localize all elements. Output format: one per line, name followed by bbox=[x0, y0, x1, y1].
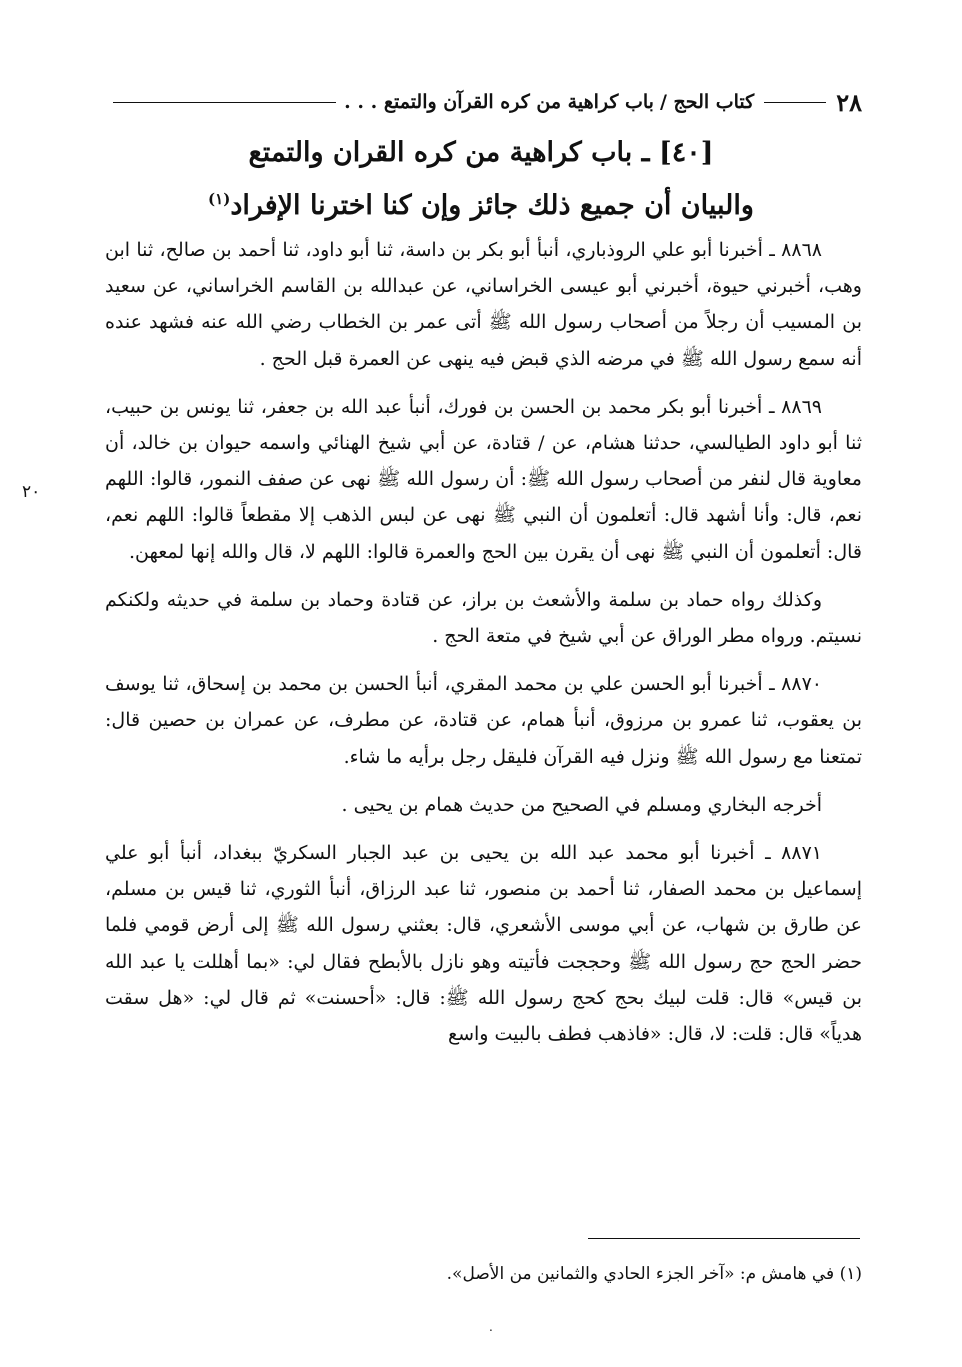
chapter-title-line-1: [٤٠] ـ باب كراهية من كره القران والتمتع bbox=[248, 137, 714, 168]
commentary-paragraph: وكذلك رواه حماد بن سلمة والأشعث بن براز، عن قتادة وحماد بن سلمة في حديثه ولكنكم نسيتم. ورواه مطر الوراق عن أبي شيخ في متعة الحج . bbox=[105, 588, 862, 648]
header-rule-short bbox=[764, 102, 826, 103]
hadith-8870: ٨٨٧٠ ـ أخبرنا أبو الحسن علي بن محمد المقري، أنبأ الحسن بن محمد بن إسحاق، ثنا يوسف بن يعقوب، ثنا عمرو بن مرزوق، أنبأ همام، عن قتادة، عن مطرف، عن عمران بن حصين قال: تمتعنا مع رسول الله ﷺ ونزل فيه القرآن فليقل رجل برأيه ما شاء. bbox=[105, 673, 862, 768]
header-rule-long bbox=[113, 102, 336, 103]
header-book-name: كتاب الحج / bbox=[659, 91, 755, 113]
chapter-title-line-2-text: والبيان أن جميع ذلك جائز وإن كنا اخترنا الإفراد bbox=[230, 190, 754, 221]
body-text bbox=[105, 232, 862, 1064]
hadith-8871: ٨٨٧١ ـ أخبرنا أبو محمد عبد الله بن يحيى بن عبد الجبار السكريّ ببغداد، أنبأ أبو علي إسماعيل بن محمد الصفار، ثنا أحمد بن منصور، ثنا عبد الرزاق، أنبأ الثوري، ثنا قيس بن مسلم، عن طارق بن شهاب، عن أبي موسى الأشعري، قال: بعثني رسول الله ﷺ إلى أرض قومي فلما حضر الحج حج رسول الله ﷺ وحججت فأتيته وهو نازل بالأبطح فقال لي: «بما أهللت يا عبد الله بن قيس» قال: قلت لبيك بحج كحج رسول الله ﷺ: قال: «أحسنت» ثم قال لي: «هل سقت هدياً» قال: قلت: لا، قال: «فاذهب فطف بالبيت واسع bbox=[105, 842, 862, 1046]
footnote-separator bbox=[588, 1238, 860, 1239]
margin-line-number: ٢٠ bbox=[22, 482, 41, 502]
footnote-reference: (١) bbox=[208, 190, 231, 208]
chapter-title bbox=[100, 130, 862, 229]
takhrij-note: أخرجه البخاري ومسلم في الصحيح من حديث همام بن يحيى . bbox=[341, 793, 822, 816]
running-header bbox=[105, 82, 862, 122]
footnote: (١) في هامش م: «آخر الجزء الحادي والثمانين من الأصل». bbox=[446, 1264, 862, 1284]
chapter-title-line-2 bbox=[100, 176, 862, 229]
page-number: ٢٨ bbox=[836, 87, 862, 117]
hadith-8869: ٨٨٦٩ ـ أخبرنا أبو بكر محمد بن الحسن بن فورك، أنبأ عبد الله بن جعفر، ثنا يونس بن حبيب، ثنا أبو داود الطيالسي، حدثنا هشام، عن / قتادة، عن أبي شيخ الهنائي واسمه حيوان بن خالد، أن معاوية قال لنفر من أصحاب رسول الله ﷺ: أن رسول الله ﷺ نهى عن صفف النمور، قالوا: اللهم نعم، قال: وأنا أشهد قال: أتعلمون أن النبي ﷺ نهى عن لبس الذهب إلا مقطعاً قالوا: اللهم نعم، قال: أتعلمون أن النبي ﷺ نهى أن يقرن بين الحج والعمرة قالوا: اللهم لا، قال والله إنها لمعهن. bbox=[105, 395, 862, 563]
header-chapter-title: باب كراهية من كره القرآن والتمتع . . . bbox=[344, 91, 654, 113]
hadith-8868: ٨٨٦٨ ـ أخبرنا أبو علي الروذباري، أنبأ أبو بكر بن داسة، ثنا أبو داود، ثنا أحمد بن صالح، ثنا ابن وهب، أخبرني حيوة، أخبرني أبو عيسى الخراساني، عن عبدالله بن القاسم الخراساني، عن سعيد بن المسيب أن رجلاً من أصحاب رسول الله ﷺ أتى عمر بن الخطاب رضي الله عنه فشهد عنده أنه سمع رسول الله ﷺ في مرضه الذي قبض فيه ينهى عن العمرة قبل الحج . bbox=[105, 239, 862, 370]
page-dot-mark: . bbox=[489, 1320, 493, 1334]
